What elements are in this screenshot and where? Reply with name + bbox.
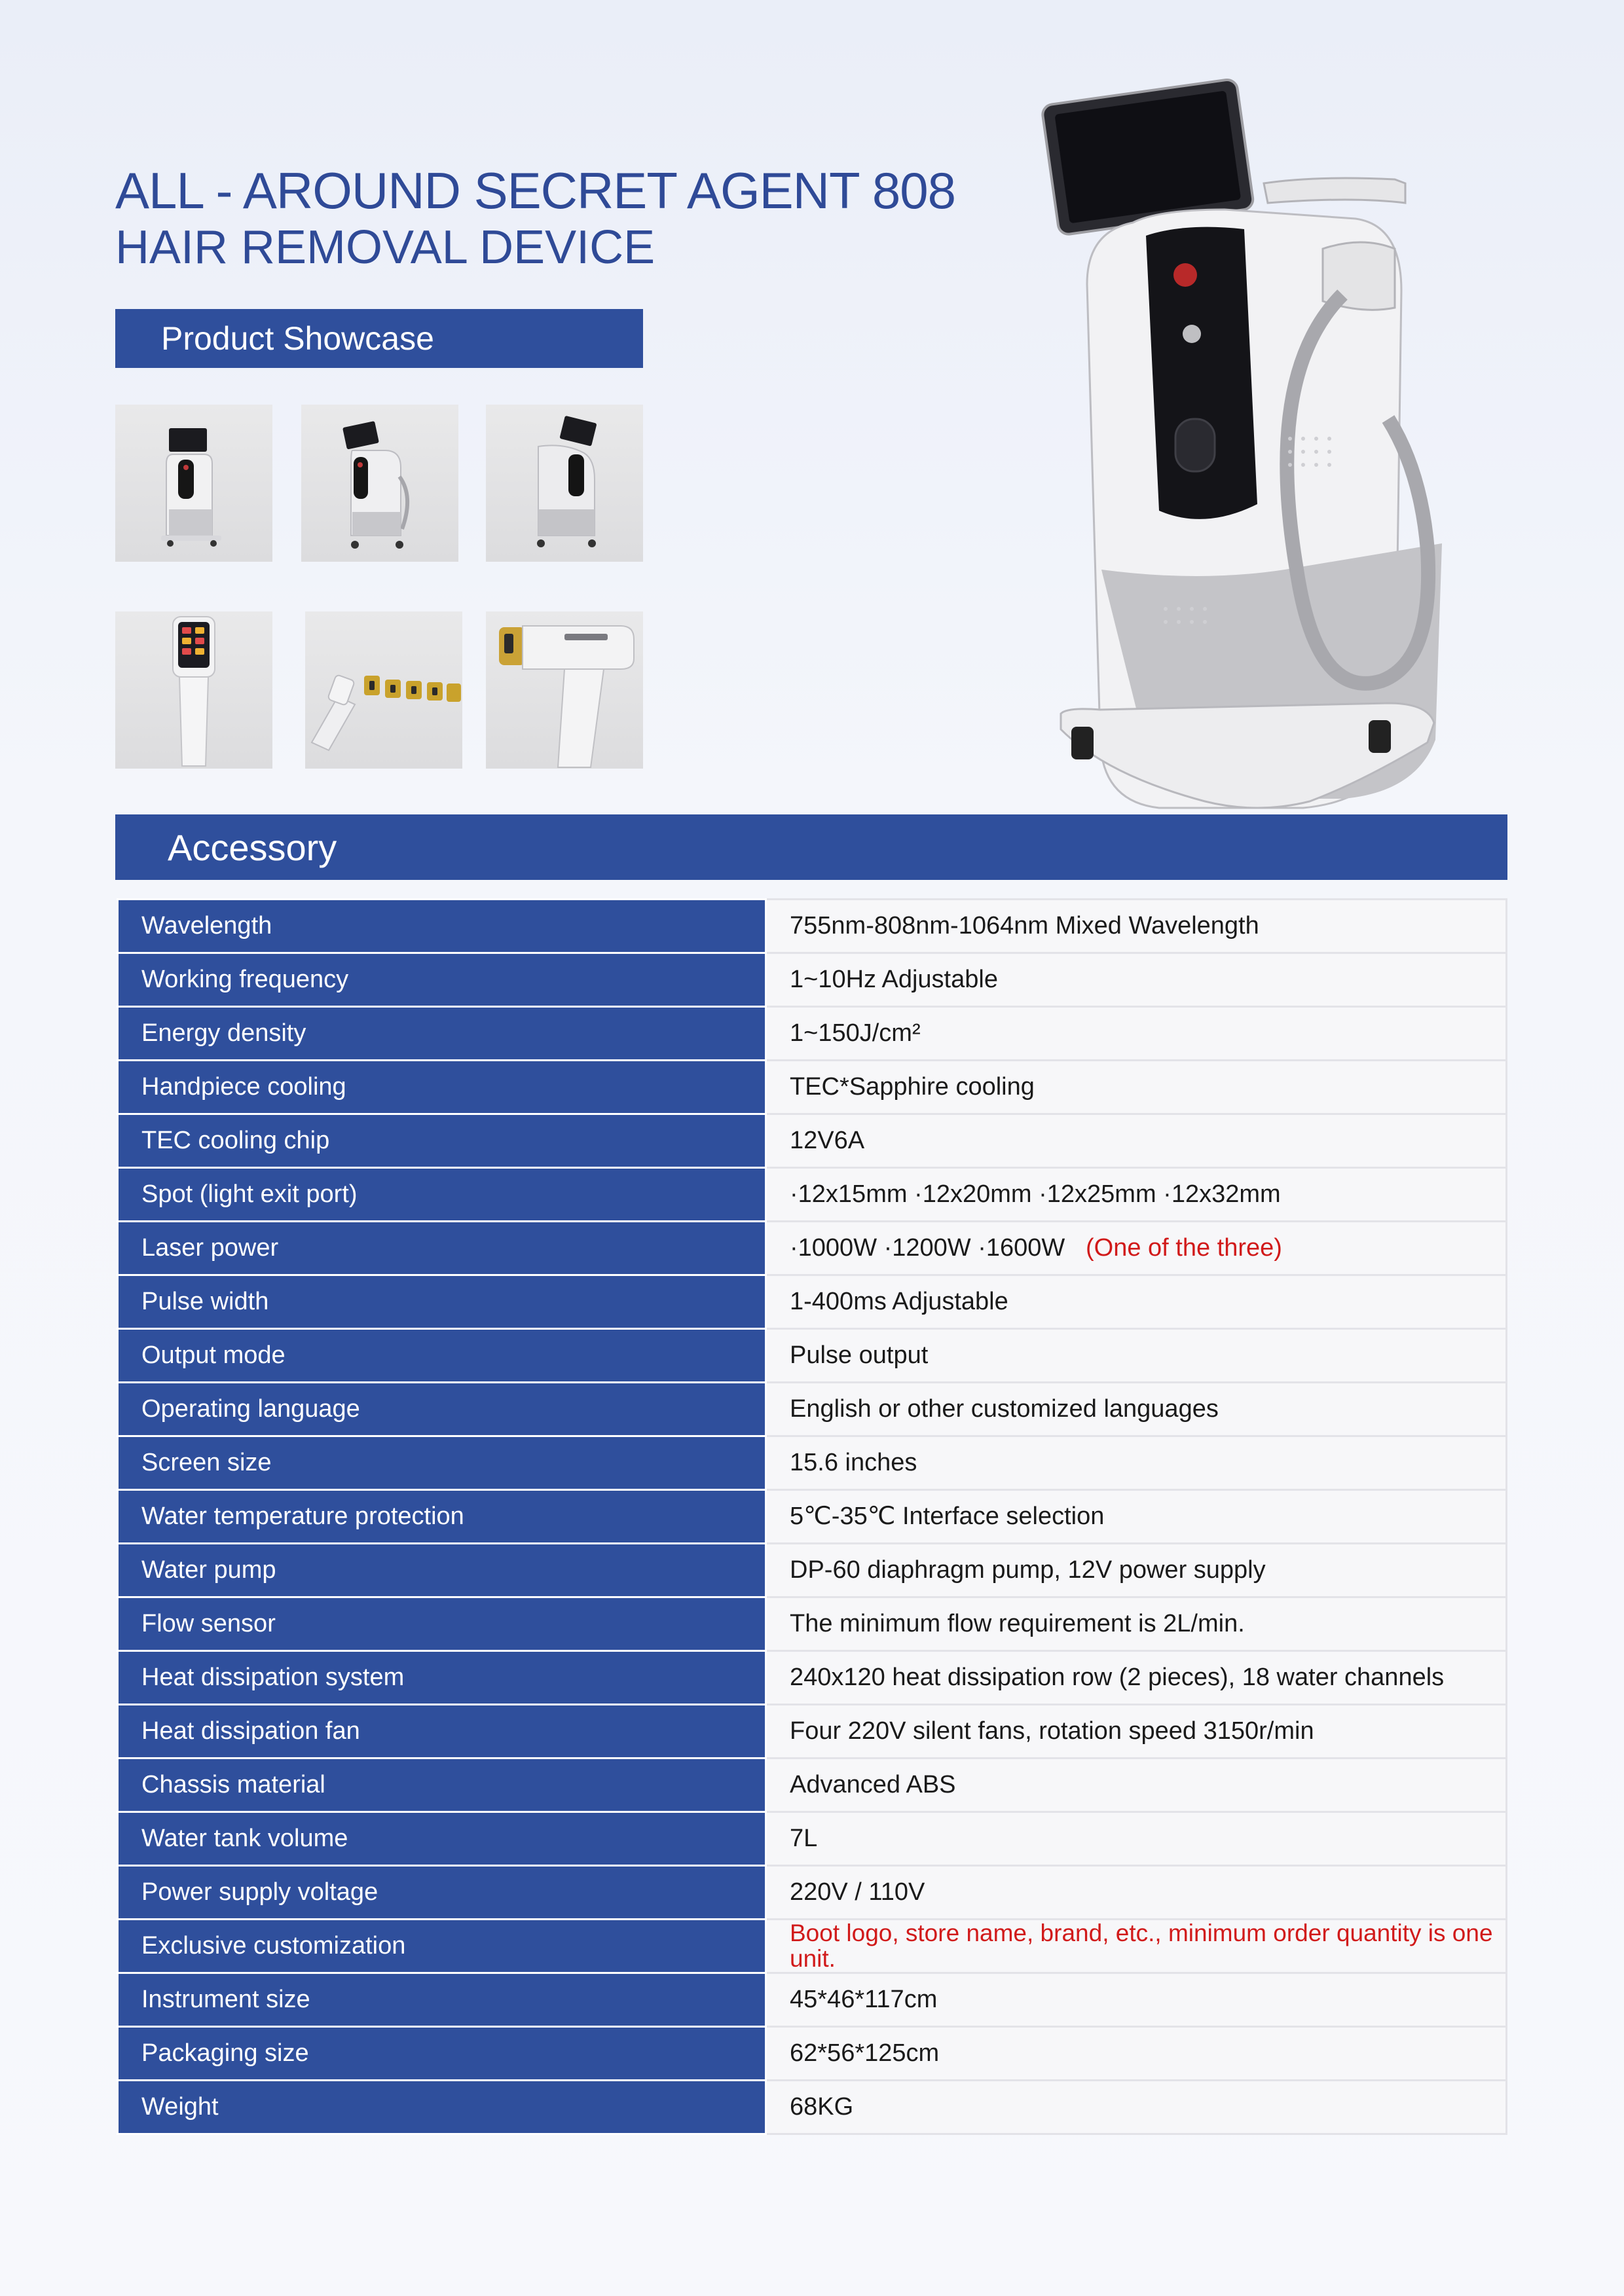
table-row bbox=[118, 953, 1507, 1007]
table-row bbox=[118, 1114, 1507, 1168]
spec-value bbox=[766, 1758, 1507, 1812]
spec-key: Water pump bbox=[118, 1544, 766, 1597]
handpiece-tips-icon bbox=[305, 611, 462, 769]
spec-key: Laser power bbox=[118, 1222, 766, 1275]
spec-key: Working frequency bbox=[118, 953, 766, 1007]
device-side-icon bbox=[486, 405, 643, 562]
spec-value-text: 68KG bbox=[790, 2092, 854, 2121]
spec-key: TEC cooling chip bbox=[118, 1114, 766, 1168]
spec-key: Flow sensor bbox=[118, 1597, 766, 1651]
spec-value bbox=[766, 953, 1507, 1007]
spec-key: Water tank volume bbox=[118, 1812, 766, 1866]
spec-value-text: 5℃-35℃ Interface selection bbox=[790, 1502, 1105, 1530]
table-row bbox=[118, 1329, 1507, 1383]
spec-value bbox=[766, 1168, 1507, 1222]
spec-key: Heat dissipation system bbox=[118, 1651, 766, 1705]
spec-value-text: Boot logo, store name, brand, etc., minimum order quantity is one unit. bbox=[790, 1919, 1493, 1972]
spec-value bbox=[766, 1436, 1507, 1490]
table-row bbox=[118, 2081, 1507, 2134]
spec-value-text: 45*46*117cm bbox=[790, 1985, 938, 2013]
spec-value bbox=[766, 2027, 1507, 2081]
spec-value bbox=[766, 1544, 1507, 1597]
handpiece-gold-icon bbox=[486, 611, 643, 769]
device-front-icon bbox=[115, 405, 272, 562]
spec-key: Chassis material bbox=[118, 1758, 766, 1812]
spec-value bbox=[766, 1866, 1507, 1920]
table-row bbox=[118, 1007, 1507, 1061]
spec-value bbox=[766, 1490, 1507, 1544]
spec-key: Power supply voltage bbox=[118, 1866, 766, 1920]
table-row bbox=[118, 1490, 1507, 1544]
table-row bbox=[118, 1597, 1507, 1651]
spec-key: Heat dissipation fan bbox=[118, 1705, 766, 1758]
spec-value bbox=[766, 1973, 1507, 2027]
table-row bbox=[118, 1222, 1507, 1275]
table-row bbox=[118, 1436, 1507, 1490]
spec-value bbox=[766, 1222, 1507, 1275]
spec-value-text: Four 220V silent fans, rotation speed 3150r/min bbox=[790, 1717, 1314, 1745]
spec-value bbox=[766, 900, 1507, 953]
spec-value bbox=[766, 1329, 1507, 1383]
spec-value bbox=[766, 1705, 1507, 1758]
spec-value-text: Pulse output bbox=[790, 1341, 929, 1369]
spec-value-text: 62*56*125cm bbox=[790, 2039, 940, 2067]
table-row bbox=[118, 1651, 1507, 1705]
spec-table bbox=[117, 898, 1507, 2135]
spec-key: Wavelength bbox=[118, 900, 766, 953]
spec-value-text: DP-60 diaphragm pump, 12V power supply bbox=[790, 1556, 1266, 1584]
table-row bbox=[118, 1383, 1507, 1436]
spec-value bbox=[766, 2081, 1507, 2134]
spec-value-text: The minimum flow requirement is 2L/min. bbox=[790, 1609, 1245, 1637]
page-title: ALL - AROUND SECRET AGENT 808 bbox=[115, 162, 956, 219]
spec-value bbox=[766, 1007, 1507, 1061]
spec-key: Instrument size bbox=[118, 1973, 766, 2027]
page-subtitle: HAIR REMOVAL DEVICE bbox=[115, 221, 655, 274]
spec-value bbox=[766, 1061, 1507, 1114]
spec-value bbox=[766, 1383, 1507, 1436]
laser-device-icon bbox=[1015, 72, 1447, 871]
spec-value-note: (One of the three) bbox=[1085, 1233, 1282, 1262]
spec-value bbox=[766, 1275, 1507, 1329]
spec-value-text: 15.6 inches bbox=[790, 1448, 917, 1476]
table-row bbox=[118, 1758, 1507, 1812]
table-row bbox=[118, 1168, 1507, 1222]
thumbnail-handpiece-screen[interactable] bbox=[115, 611, 272, 769]
spec-key: Screen size bbox=[118, 1436, 766, 1490]
spec-value bbox=[766, 1812, 1507, 1866]
thumbnail-device-angle[interactable] bbox=[301, 405, 458, 562]
device-angle-icon bbox=[301, 405, 458, 562]
spec-key: Pulse width bbox=[118, 1275, 766, 1329]
table-row bbox=[118, 2027, 1507, 2081]
spec-value bbox=[766, 1114, 1507, 1168]
spec-key: Operating language bbox=[118, 1383, 766, 1436]
spec-value bbox=[766, 1920, 1507, 1973]
spec-key: Exclusive customization bbox=[118, 1920, 766, 1973]
table-row bbox=[118, 1866, 1507, 1920]
table-row bbox=[118, 900, 1507, 953]
table-row bbox=[118, 1275, 1507, 1329]
spec-key: Spot (light exit port) bbox=[118, 1168, 766, 1222]
spec-value-text: ·1000W ·1200W ·1600W bbox=[790, 1233, 1065, 1262]
thumbnail-device-side[interactable] bbox=[486, 405, 643, 562]
table-row bbox=[118, 1973, 1507, 2027]
table-row bbox=[118, 1061, 1507, 1114]
thumbnail-device-front[interactable] bbox=[115, 405, 272, 562]
thumbnail-handpiece-tips[interactable] bbox=[305, 611, 462, 769]
spec-key: Handpiece cooling bbox=[118, 1061, 766, 1114]
spec-key: Weight bbox=[118, 2081, 766, 2134]
table-row bbox=[118, 1544, 1507, 1597]
spec-value bbox=[766, 1651, 1507, 1705]
spec-value-text: 755nm-808nm-1064nm Mixed Wavelength bbox=[790, 911, 1259, 939]
spec-value-text: 1~150J/cm² bbox=[790, 1019, 921, 1047]
spec-value-text: 1~10Hz Adjustable bbox=[790, 965, 998, 993]
spec-value-text: 7L bbox=[790, 1824, 818, 1852]
spec-value-text: 220V / 110V bbox=[790, 1878, 925, 1906]
spec-key: Energy density bbox=[118, 1007, 766, 1061]
table-row bbox=[118, 1812, 1507, 1866]
spec-value-text: 12V6A bbox=[790, 1126, 865, 1154]
section-header-product-showcase: Product Showcase bbox=[115, 309, 643, 368]
spec-value bbox=[766, 1597, 1507, 1651]
table-row bbox=[118, 1705, 1507, 1758]
spec-key: Output mode bbox=[118, 1329, 766, 1383]
spec-value-text: 240x120 heat dissipation row (2 pieces), 18 water channels bbox=[790, 1663, 1445, 1691]
section-header-accessory: Accessory bbox=[115, 814, 1507, 880]
spec-key: Water temperature protection bbox=[118, 1490, 766, 1544]
handpiece-screen-icon bbox=[115, 611, 272, 769]
thumbnail-handpiece-gold[interactable] bbox=[486, 611, 643, 769]
spec-value-text: 1-400ms Adjustable bbox=[790, 1287, 1008, 1315]
table-row bbox=[118, 1920, 1507, 1973]
spec-key: Packaging size bbox=[118, 2027, 766, 2081]
spec-value-text: Advanced ABS bbox=[790, 1770, 956, 1798]
spec-value-text: English or other customized languages bbox=[790, 1394, 1219, 1423]
device-hero-image bbox=[1015, 72, 1447, 871]
spec-value-text: TEC*Sapphire cooling bbox=[790, 1072, 1035, 1101]
spec-value-text: ·12x15mm ·12x20mm ·12x25mm ·12x32mm bbox=[790, 1180, 1281, 1208]
